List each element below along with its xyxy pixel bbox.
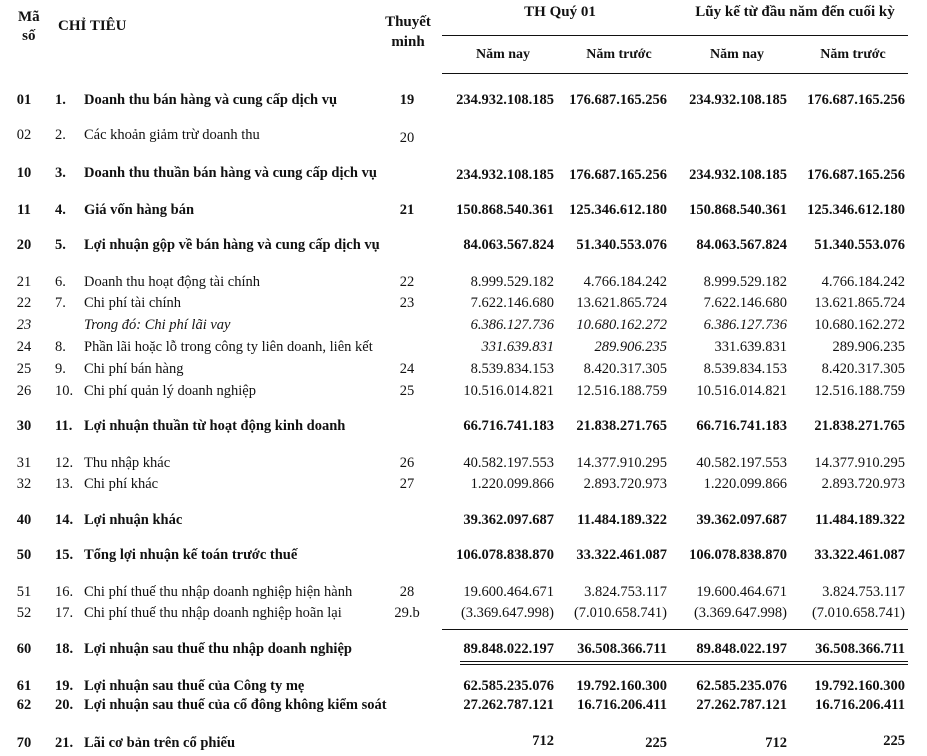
row-value-q-this: 106.078.838.870 bbox=[456, 547, 554, 563]
row-value-ytd-this: 8.999.529.182 bbox=[703, 274, 787, 290]
row-22 bbox=[0, 295, 927, 315]
row-label: Chi phí tài chính bbox=[84, 295, 182, 311]
row-code: 10 bbox=[16, 165, 32, 181]
header-ma-so bbox=[18, 8, 40, 46]
row-25 bbox=[0, 361, 927, 381]
row-02 bbox=[0, 127, 927, 147]
row-label: Doanh thu bán hàng và cung cấp dịch vụ bbox=[84, 92, 338, 108]
row-label: Doanh thu hoạt động tài chính bbox=[84, 274, 260, 290]
row-value-q-this: 1.220.099.866 bbox=[470, 476, 554, 492]
row-value-q-last: 10.680.162.272 bbox=[576, 317, 667, 333]
header-ma-so-line1: Mã bbox=[18, 9, 40, 25]
row-code: 62 bbox=[16, 697, 32, 713]
row-value-ytd-this: 39.362.097.687 bbox=[696, 512, 787, 528]
row-value-ytd-this: 1.220.099.866 bbox=[703, 476, 787, 492]
row-value-ytd-this: 6.386.127.736 bbox=[703, 317, 787, 333]
row-value-ytd-this: 84.063.567.824 bbox=[696, 237, 787, 253]
row-note: 21 bbox=[399, 202, 415, 218]
row-value-ytd-last: 176.687.165.256 bbox=[807, 92, 905, 108]
row-51 bbox=[0, 584, 927, 604]
row-note: 24 bbox=[399, 361, 415, 377]
row-number: 17. bbox=[55, 605, 74, 621]
row-note: 26 bbox=[399, 455, 415, 471]
row-label: Lợi nhuận sau thuế của Công ty mẹ bbox=[84, 678, 305, 694]
row-value-ytd-last: 11.484.189.322 bbox=[815, 512, 905, 528]
row-value-q-last: 16.716.206.411 bbox=[577, 697, 667, 713]
row-value-q-this: 7.622.146.680 bbox=[470, 295, 554, 311]
row-label: Chi phí khác bbox=[84, 476, 159, 492]
row-number: 13. bbox=[55, 476, 74, 492]
row-code: 01 bbox=[16, 92, 32, 108]
row-label: Chi phí thuế thu nhập doanh nghiệp hiện hành bbox=[84, 584, 353, 600]
row-number: 5. bbox=[55, 237, 66, 253]
row-value-q-this: 8.999.529.182 bbox=[470, 274, 554, 290]
row-value-ytd-last: 36.508.366.711 bbox=[815, 641, 905, 657]
row-code: 40 bbox=[16, 512, 32, 528]
row-label: Phần lãi hoặc lỗ trong công ty liên doanh, liên kết bbox=[84, 339, 373, 355]
header-ma-so-line2: số bbox=[22, 28, 36, 44]
row-code: 50 bbox=[16, 547, 32, 563]
row-number: 12. bbox=[55, 455, 74, 471]
row-label: Lợi nhuận sau thuế của cổ đông không kiểm soát bbox=[84, 697, 387, 713]
row-code: 51 bbox=[16, 584, 32, 600]
header-group-quarter: TH Quý 01 bbox=[524, 4, 596, 20]
row-note: 25 bbox=[399, 383, 415, 399]
row-value-q-this: 84.063.567.824 bbox=[463, 237, 554, 253]
subheader-last-year-ytd: Năm trước bbox=[820, 47, 886, 62]
row-value-q-this: 712 bbox=[532, 733, 554, 749]
row-value-q-last: 19.792.160.300 bbox=[576, 678, 667, 694]
header-group-ytd: Lũy kế từ đầu năm đến cuối kỳ bbox=[695, 4, 895, 20]
row-32 bbox=[0, 476, 927, 496]
row-value-q-last: 33.322.461.087 bbox=[576, 547, 667, 563]
row-value-ytd-this: 40.582.197.553 bbox=[696, 455, 787, 471]
total-rule-double-1 bbox=[460, 661, 908, 662]
row-number: 16. bbox=[55, 584, 74, 600]
row-code: 24 bbox=[16, 339, 32, 355]
row-code: 60 bbox=[16, 641, 32, 657]
row-number: 19. bbox=[55, 678, 74, 694]
row-number: 21. bbox=[55, 735, 74, 751]
row-label: Lợi nhuận gộp về bán hàng và cung cấp dịch vụ bbox=[84, 237, 380, 253]
row-number: 1. bbox=[55, 92, 66, 108]
total-rule-double-2 bbox=[460, 664, 908, 665]
row-value-ytd-this: 150.868.540.361 bbox=[689, 202, 787, 218]
row-40 bbox=[0, 512, 927, 532]
row-value-q-last: 3.824.753.117 bbox=[584, 584, 667, 600]
header-rule-bottom bbox=[442, 73, 908, 74]
row-value-q-last: 176.687.165.256 bbox=[569, 92, 667, 108]
row-value-ytd-last: 51.340.553.076 bbox=[814, 237, 905, 253]
row-23 bbox=[0, 317, 927, 337]
row-value-ytd-last: 21.838.271.765 bbox=[814, 418, 905, 434]
row-number: 2. bbox=[55, 127, 66, 143]
row-value-ytd-this: 7.622.146.680 bbox=[703, 295, 787, 311]
row-code: 23 bbox=[16, 317, 32, 333]
row-number: 8. bbox=[55, 339, 66, 355]
row-code: 31 bbox=[16, 455, 32, 471]
row-code: 70 bbox=[16, 735, 32, 751]
row-code: 52 bbox=[16, 605, 32, 621]
row-note: 19 bbox=[399, 92, 415, 108]
row-value-ytd-this: 106.078.838.870 bbox=[689, 547, 787, 563]
row-value-q-last: 8.420.317.305 bbox=[583, 361, 667, 377]
row-value-ytd-this: 8.539.834.153 bbox=[703, 361, 787, 377]
row-code: 20 bbox=[16, 237, 32, 253]
row-note: 22 bbox=[399, 274, 415, 290]
row-value-ytd-this: 62.585.235.076 bbox=[696, 678, 787, 694]
row-value-ytd-this: 66.716.741.183 bbox=[696, 418, 787, 434]
row-value-q-this: (3.369.647.998) bbox=[460, 605, 554, 621]
row-label: Trong đó: Chi phí lãi vay bbox=[84, 317, 231, 333]
row-value-q-last: 225 bbox=[645, 735, 667, 751]
row-value-q-this: 40.582.197.553 bbox=[463, 455, 554, 471]
row-value-ytd-this: 234.932.108.185 bbox=[689, 92, 787, 108]
row-label: Lợi nhuận khác bbox=[84, 512, 183, 528]
row-value-ytd-last: 14.377.910.295 bbox=[814, 455, 905, 471]
row-11 bbox=[0, 202, 927, 222]
row-number: 6. bbox=[55, 274, 66, 290]
row-value-q-this: 234.932.108.185 bbox=[456, 92, 554, 108]
row-code: 30 bbox=[16, 418, 32, 434]
row-value-q-this: 62.585.235.076 bbox=[463, 678, 554, 694]
row-60 bbox=[0, 641, 927, 661]
row-value-ytd-this: 27.262.787.121 bbox=[696, 697, 787, 713]
row-label: Doanh thu thuần bán hàng và cung cấp dịch vụ bbox=[84, 165, 377, 181]
row-number: 11. bbox=[55, 418, 73, 434]
row-62 bbox=[0, 697, 927, 717]
row-value-q-this: 331.639.831 bbox=[481, 339, 554, 355]
row-value-q-this: 39.362.097.687 bbox=[463, 512, 554, 528]
row-label: Lợi nhuận thuần từ hoạt động kinh doanh bbox=[84, 418, 346, 434]
row-10 bbox=[0, 165, 927, 185]
row-01 bbox=[0, 92, 927, 112]
row-61 bbox=[0, 678, 927, 698]
row-note: 28 bbox=[399, 584, 415, 600]
row-note: 23 bbox=[399, 295, 415, 311]
row-value-q-last: 14.377.910.295 bbox=[576, 455, 667, 471]
row-value-ytd-last: 2.893.720.973 bbox=[821, 476, 905, 492]
header-thuyet-minh-line2: minh bbox=[391, 34, 425, 50]
row-code: 02 bbox=[16, 127, 32, 143]
row-30 bbox=[0, 418, 927, 438]
subheader-this-year-q: Năm nay bbox=[475, 47, 531, 62]
row-value-q-last: 2.893.720.973 bbox=[583, 476, 667, 492]
row-value-q-last: 289.906.235 bbox=[594, 339, 667, 355]
row-number: 18. bbox=[55, 641, 74, 657]
row-number: 10. bbox=[55, 383, 74, 399]
row-21 bbox=[0, 274, 927, 294]
row-number: 3. bbox=[55, 165, 66, 181]
row-value-ytd-last: 125.346.612.180 bbox=[807, 202, 905, 218]
row-52 bbox=[0, 605, 927, 625]
row-value-q-this: 27.262.787.121 bbox=[463, 697, 554, 713]
row-value-ytd-this: 234.932.108.185 bbox=[689, 167, 787, 183]
row-number: 9. bbox=[55, 361, 66, 377]
row-label: Giá vốn hàng bán bbox=[84, 202, 195, 218]
row-number: 20. bbox=[55, 697, 74, 713]
row-label: Các khoản giảm trừ doanh thu bbox=[84, 127, 260, 143]
row-50 bbox=[0, 547, 927, 567]
row-number: 7. bbox=[55, 295, 66, 311]
row-note: 27 bbox=[399, 476, 415, 492]
row-value-ytd-last: 176.687.165.256 bbox=[807, 167, 905, 183]
header-rule-top bbox=[442, 35, 908, 36]
row-value-ytd-last: 12.516.188.759 bbox=[814, 383, 905, 399]
row-value-q-this: 89.848.022.197 bbox=[463, 641, 554, 657]
row-label: Tổng lợi nhuận kế toán trước thuế bbox=[84, 547, 298, 563]
row-code: 26 bbox=[16, 383, 32, 399]
row-value-ytd-this: 19.600.464.671 bbox=[696, 584, 787, 600]
row-value-ytd-last: 4.766.184.242 bbox=[821, 274, 905, 290]
row-value-q-this: 6.386.127.736 bbox=[470, 317, 554, 333]
row-value-q-last: 12.516.188.759 bbox=[576, 383, 667, 399]
row-code: 61 bbox=[16, 678, 32, 694]
row-number: 15. bbox=[55, 547, 74, 563]
row-value-ytd-last: 8.420.317.305 bbox=[821, 361, 905, 377]
row-value-ytd-this: 89.848.022.197 bbox=[696, 641, 787, 657]
row-code: 25 bbox=[16, 361, 32, 377]
row-value-q-last: 21.838.271.765 bbox=[576, 418, 667, 434]
header-chi-tieu: CHỈ TIÊU bbox=[58, 18, 127, 34]
row-value-ytd-last: 16.716.206.411 bbox=[815, 697, 905, 713]
row-label: Lãi cơ bản trên cổ phiếu bbox=[84, 735, 236, 751]
subheader-last-year-q: Năm trước bbox=[586, 47, 652, 62]
row-value-q-this: 10.516.014.821 bbox=[463, 383, 554, 399]
row-value-ytd-last: 3.824.753.117 bbox=[822, 584, 905, 600]
row-note: 29.b bbox=[394, 605, 420, 621]
row-value-ytd-last: 33.322.461.087 bbox=[814, 547, 905, 563]
row-code: 32 bbox=[16, 476, 32, 492]
row-value-ytd-last: (7.010.658.741) bbox=[811, 605, 905, 621]
row-value-q-last: 4.766.184.242 bbox=[583, 274, 667, 290]
row-value-q-last: 36.508.366.711 bbox=[577, 641, 667, 657]
row-value-q-last: 176.687.165.256 bbox=[569, 167, 667, 183]
row-value-ytd-this: 10.516.014.821 bbox=[696, 383, 787, 399]
row-value-ytd-last: 19.792.160.300 bbox=[814, 678, 905, 694]
row-value-q-last: 13.621.865.724 bbox=[576, 295, 667, 311]
row-value-q-this: 234.932.108.185 bbox=[456, 167, 554, 183]
row-26 bbox=[0, 383, 927, 403]
header-thuyet-minh bbox=[380, 12, 436, 52]
row-value-ytd-last: 225 bbox=[883, 733, 905, 749]
row-code: 22 bbox=[16, 295, 32, 311]
row-label: Chi phí quản lý doanh nghiệp bbox=[84, 383, 256, 399]
row-label: Thu nhập khác bbox=[84, 455, 171, 471]
row-70 bbox=[0, 733, 927, 753]
row-value-q-this: 150.868.540.361 bbox=[456, 202, 554, 218]
row-value-ytd-this: 712 bbox=[765, 735, 787, 751]
row-number: 14. bbox=[55, 512, 74, 528]
header-thuyet-minh-line1: Thuyết bbox=[385, 14, 431, 30]
row-value-q-this: 8.539.834.153 bbox=[470, 361, 554, 377]
row-label: Lợi nhuận sau thuế thu nhập doanh nghiệp bbox=[84, 641, 352, 657]
row-value-ytd-last: 13.621.865.724 bbox=[814, 295, 905, 311]
row-value-ytd-last: 289.906.235 bbox=[832, 339, 905, 355]
row-value-q-last: (7.010.658.741) bbox=[573, 605, 667, 621]
subheader-this-year-ytd: Năm nay bbox=[709, 47, 765, 62]
row-value-ytd-this: (3.369.647.998) bbox=[693, 605, 787, 621]
total-rule-single bbox=[442, 629, 908, 630]
row-label: Chi phí thuế thu nhập doanh nghiệp hoãn lại bbox=[84, 605, 342, 621]
row-code: 11 bbox=[17, 202, 31, 218]
row-value-q-this: 19.600.464.671 bbox=[463, 584, 554, 600]
row-value-ytd-last: 10.680.162.272 bbox=[814, 317, 905, 333]
row-20 bbox=[0, 237, 927, 257]
row-note: 20 bbox=[399, 130, 415, 146]
row-label: Chi phí bán hàng bbox=[84, 361, 184, 377]
row-31 bbox=[0, 455, 927, 475]
row-code: 21 bbox=[16, 274, 32, 290]
row-value-q-this: 66.716.741.183 bbox=[463, 418, 554, 434]
row-number: 4. bbox=[55, 202, 66, 218]
row-value-q-last: 125.346.612.180 bbox=[569, 202, 667, 218]
row-value-q-last: 11.484.189.322 bbox=[577, 512, 667, 528]
row-24 bbox=[0, 339, 927, 359]
row-value-q-last: 51.340.553.076 bbox=[576, 237, 667, 253]
row-value-ytd-this: 331.639.831 bbox=[714, 339, 787, 355]
